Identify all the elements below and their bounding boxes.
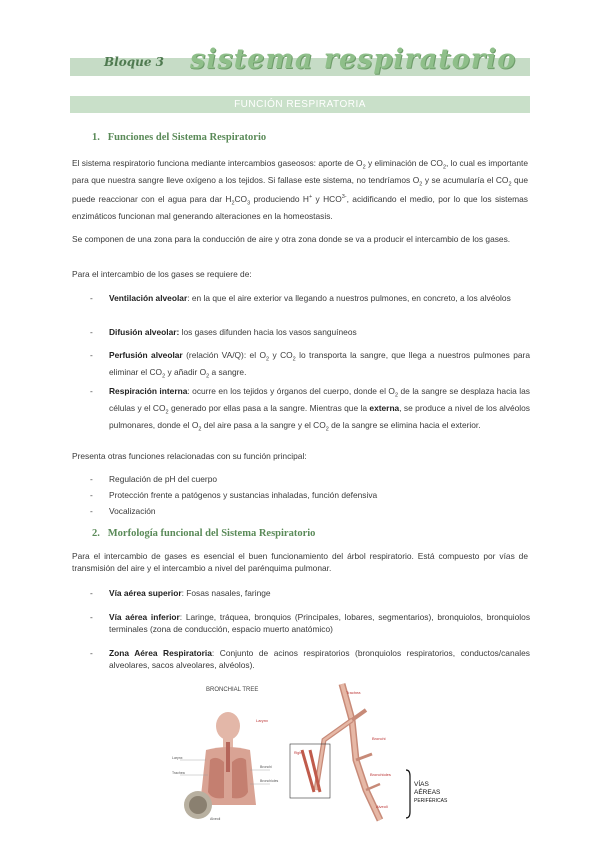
section-bar: FUNCIÓN RESPIRATORIA bbox=[70, 96, 530, 113]
other-function-item: - Vocalización bbox=[90, 506, 156, 516]
list-item-via-superior: - Vía aérea superior: Fosas nasales, faringe bbox=[90, 588, 271, 598]
list-item-difusion: - Difusión alveolar: los gases difunden hacia los vasos sanguíneos bbox=[90, 327, 357, 337]
anatomy-illustration bbox=[172, 687, 279, 821]
other-function-item: - Protección frente a patógenos y sustancias inhaladas, función defensiva bbox=[90, 490, 378, 500]
section-1-heading: 1. Funciones del Sistema Respiratorio bbox=[92, 132, 267, 143]
s1-paragraph-2: Se componen de una zona para la conducción de aire y otra zona donde se va a producir el intercambio de los gases. bbox=[72, 234, 511, 244]
aereas-label: AÉREAS bbox=[414, 789, 441, 796]
s2-paragraph-1: Para el intercambio de gases es esencial el buen funcionamiento del árbol respiratorio. Está compuesto por vías de transmisión del aire y el intercambio a nivel del parénquima pulmonar. bbox=[72, 551, 528, 574]
svg-text:Bronchioles: Bronchioles bbox=[260, 779, 279, 783]
svg-text:Right: Right bbox=[294, 751, 303, 755]
svg-text:Larynx: Larynx bbox=[172, 756, 183, 760]
s1-paragraph-4: Presenta otras funciones relacionadas con su función principal: bbox=[72, 451, 307, 461]
list-item-via-inferior: - Vía aérea inferior: Laringe, tráquea, bronquios (Principales, lobares, segmentarios), bronquiolos, bronquiolos terminales (zona de conducción, espacio muerto anatómico) bbox=[90, 612, 531, 635]
list-item-perfusion: - Perfusión alveolar (relación VA/Q): el $O_2$ y $CO_2$ lo transporta la sangre, que llega a nuestros pulmones para eliminar el $CO_2$ y añadir $O_2$ a sangre. bbox=[90, 350, 530, 380]
svg-text:Trachea: Trachea bbox=[346, 690, 361, 695]
page-title: sistema respiratorio bbox=[190, 44, 517, 75]
svg-text:Bronchi: Bronchi bbox=[260, 765, 272, 769]
svg-text:Bronchioles: Bronchioles bbox=[370, 772, 391, 777]
vias-label: VÍAS bbox=[414, 781, 429, 788]
s1-paragraph-1: El sistema respiratorio funciona mediante intercambios gaseosos: aporte de $O_2$ y eliminación de $CO_2$, lo cual es importante para que nuestra sangre lleve oxígeno a los tejidos. Si fallase este sistema, no tendríamos $O_2$ y se acumularía el $CO_2$ que puede reaccionar con el agua para dar $H_2CO_3$ produciendo H+ y $HCO^{3-}$, acidificando el medio, por lo que los sistemas enzimáticos funcionan mal generando alteraciones en la homeostasis. bbox=[72, 158, 529, 221]
other-function-item: - Regulación de pH del cuerpo bbox=[90, 474, 218, 484]
svg-text:Larynx: Larynx bbox=[256, 718, 269, 723]
bronchial-tree-figure bbox=[166, 680, 466, 840]
section-2-heading: 2. Morfología funcional del Sistema Respiratorio bbox=[92, 528, 316, 539]
svg-text:Bronchi: Bronchi bbox=[372, 736, 386, 741]
s1-paragraph-3: Para el intercambio de los gases se requiere de: bbox=[72, 269, 252, 279]
perifericas-label: PERIFÉRICAS bbox=[414, 798, 448, 804]
svg-text:Alveoli: Alveoli bbox=[376, 804, 388, 809]
svg-text:Trachea: Trachea bbox=[172, 771, 185, 775]
list-item-respiracion: - Respiración interna: ocurre en los tejidos y órganos del cuerpo, donde el $O_2$ de la sangre se desplaza hacia las células y el $CO_2$ generado por ellas pasa a la sangre. Mientras que la externa, se produce a nivel de los alvéolos pulmonares, donde el $O_2$ del aire pasa a la sangre y el $CO_2$ de la sangre se elimina hacia el exterior. bbox=[90, 386, 530, 433]
figure-title: BRONCHIAL TREE bbox=[206, 687, 259, 693]
list-item-ventilacion: - Ventilación alveolar: en la que el aire exterior va llegando a nuestros pulmones, en concreto, a los alvéolos bbox=[90, 293, 511, 303]
list-item-zona-respiratoria: - Zona Aérea Respiratoria: Conjunto de acinos respiratorios (bronquiolos respiratorios, conductos/canales alveolares, sacos alveolares, alvéolos). bbox=[90, 648, 530, 671]
svg-text:Alveoli: Alveoli bbox=[210, 817, 221, 821]
bronchial-tree-drawing bbox=[290, 684, 448, 820]
bloque-label: Bloque 3 bbox=[104, 55, 164, 69]
